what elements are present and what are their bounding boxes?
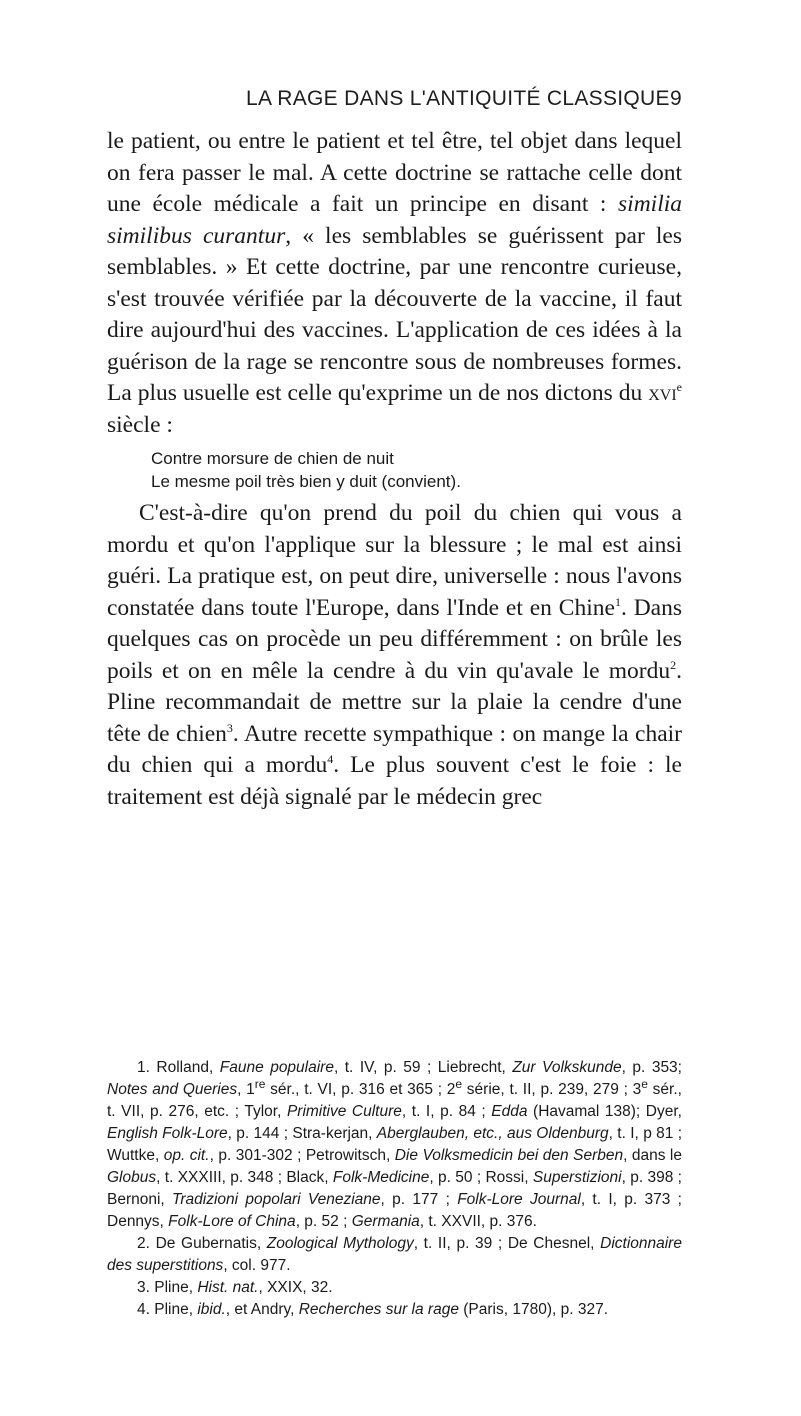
- footnote-ref-4: 4: [327, 752, 334, 767]
- verse-line-2: Le mesme poil très bien y duit (convient).: [151, 472, 461, 491]
- footnote-4: 4. Pline, ibid., et Andry, Recherches sur la rage (Paris, 1780), p. 327.: [137, 1301, 609, 1318]
- footnote-1: 1. Rolland, Faune populaire, t. IV, p. 59 ; Liebrecht, Zur Volkskunde, p. 353; Notes and Queries, 1re sér., t. VI, p. 316 et 365 ; 2e série, t. II, p. 239, 279 ; 3e sér., t. VII, p. 276, etc. ; Tylor, Primitive Culture, t. I, p. 84 ; Edda (Havamal 138); Dyer, English Folk-Lore, p. 144 ; Stra-kerjan, Aberglauben, etc., aus Oldenburg, t. I, p 81 ; Wuttke, op. cit., p. 301-302 ; Petrowitsch, Die Volksmedicin bei den Serben, dans le Globus, t. XXXIII, p. 348 ; Black, Folk-Medicine, p. 50 ; Rossi, Superstizioni, p. 398 ; Bernoni, Tradizioni popolari Veneziane, p. 177 ; Folk-Lore Journal, t. I, p. 373 ; Dennys, Folk-Lore of China, p. 52 ; Germania, t. XXVII, p. 376.: [107, 1059, 683, 1230]
- footnote-ref-2: 2: [670, 657, 677, 672]
- main-text: [107, 126, 682, 813]
- footnote-3: 3. Pline, Hist. nat., XXIX, 32.: [137, 1279, 333, 1296]
- page-number: 9: [670, 87, 682, 110]
- footnote-2: 2. De Gubernatis, Zoological Mythology, t. II, p. 39 ; De Chesnel, Dictionnaire des superstitions, col. 977.: [107, 1235, 682, 1274]
- dicton-verse: [151, 447, 682, 493]
- running-head: [0, 87, 801, 115]
- footnote-ref-1: 1: [614, 594, 621, 609]
- paragraph-2: C'est-à-dire qu'on prend du poil du chien qui vous a mordu et qu'on l'applique sur la blessure ; le mal est ainsi guéri. La pratique est, on peut dire, universelle : nous l'avons constatée dans toute l'Europe, dans l'Inde et en Chine$^1$. Dans quelques cas on procède un peu différemment : on brûle les poils et on en mêle la cendre à du vin qu'avale le mordu$^2$. Pline recommandait de mettre sur la plaie la cendre d'une tête de chien$^3$. Autre recette sympathique : on mange la chair du chien qui a mordu$^4$. Le plus souvent c'est le foie : le traitement est déjà signalé par le médecin grec: [107, 500, 683, 810]
- paragraph-1: le patient, ou entre le patient et tel être, tel objet dans lequel on fera passer le mal. A cette doctrine se rattache celle dont une école médicale a fait un principe en disant : similia similibus curantur, « les semblables se guérissent par les semblables. » Et cette doctrine, par une rencontre curieuse, s'est trouvée vérifiée par la découverte de la vaccine, il faut dire aujourd'hui des vaccines. L'application de ces idées à la guérison de la rage se rencontre sous de nombreuses formes. La plus usuelle est celle qu'exprime un de nos dictons du xvi$^e$ siècle :: [107, 128, 682, 438]
- footnotes: [107, 1057, 682, 1321]
- century-numeral: xvi: [648, 380, 677, 406]
- running-title: LA RAGE DANS L'ANTIQUITÉ CLASSIQUE: [246, 87, 670, 110]
- footnote-ref-3: 3: [226, 720, 233, 735]
- latin-phrase: similia similibus curantur: [107, 191, 682, 249]
- verse-line-1: Contre morsure de chien de nuit: [151, 449, 394, 468]
